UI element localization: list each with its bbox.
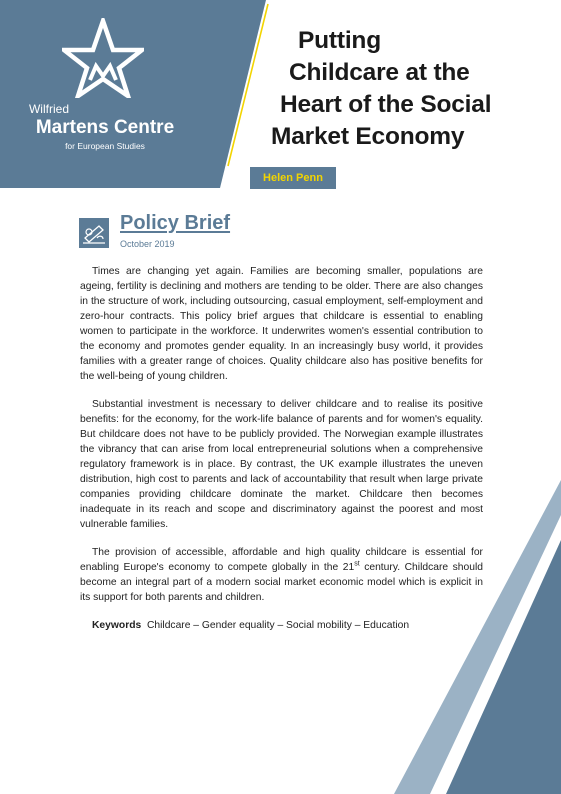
paragraph-3-part-1: The provision of accessible, affordable and high quality childcare is essential for enabling Europe's economy to compete globally in the 21 <box>80 547 483 573</box>
org-name-line3: for European Studies <box>65 141 145 151</box>
keywords-line <box>80 618 483 633</box>
paragraph-3 <box>80 545 483 605</box>
paragraph-3-part-2: century. Childcare should become an integral part of a modern social market economic model which is explicit in its support for both parents and children. <box>80 562 483 603</box>
author-name: Helen Penn <box>263 172 323 184</box>
paragraph-1: Times are changing yet again. Families are becoming smaller, populations are ageing, fertility is declining and mothers are tending to be older. There are also changes in the structure of work, including outsourcing, casual employment, self-employment and zero-hour contracts. This policy brief argues that childcare is essential to enabling women to participate in the workforce. It underwrites women's essential contribution to the economy and promotes gender equality. In an increasingly busy world, it provides families with a greater range of choices. Quality childcare also has positive benefits for the well-being of young children. <box>80 266 483 382</box>
org-name-line1: Wilfried <box>28 102 69 116</box>
keywords-label: Keywords <box>92 620 142 631</box>
abstract-body <box>80 264 483 646</box>
publication-date: October 2019 <box>120 239 175 249</box>
keywords-text: Childcare – Gender equality – Social mobility – Education <box>146 620 410 631</box>
ordinal-suffix: st <box>354 560 360 568</box>
author-badge <box>250 167 336 189</box>
policy-brief-icon <box>79 218 109 248</box>
policy-brief-title: Policy Brief <box>120 212 231 234</box>
title-line-1: Putting <box>298 27 381 54</box>
org-name-line2: Martens Centre <box>35 117 175 138</box>
title-line-4: Market Economy <box>271 123 465 150</box>
star-logo-icon <box>62 18 144 98</box>
title-line-2: Childcare at the <box>289 59 470 86</box>
title-line-3: Heart of the Social <box>280 91 492 118</box>
paragraph-2: Substantial investment is necessary to deliver childcare and to realise its positive benefits: for the economy, for the work-life balance of parents and for women's equality. But childcare does not have to be publicly provided. The Norwegian example illustrates the vibrancy that can arise from local entrepreneurial solutions when a comprehensive regulatory framework is in place. By contrast, the UK example illustrates the uneven distribution, high cost to parents and lack of accountability that result when large private companies providing childcare dominate the market. Childcare then becomes inadequate in its reach and scope and discriminatory against the poorest and most vulnerable families. <box>80 399 483 530</box>
